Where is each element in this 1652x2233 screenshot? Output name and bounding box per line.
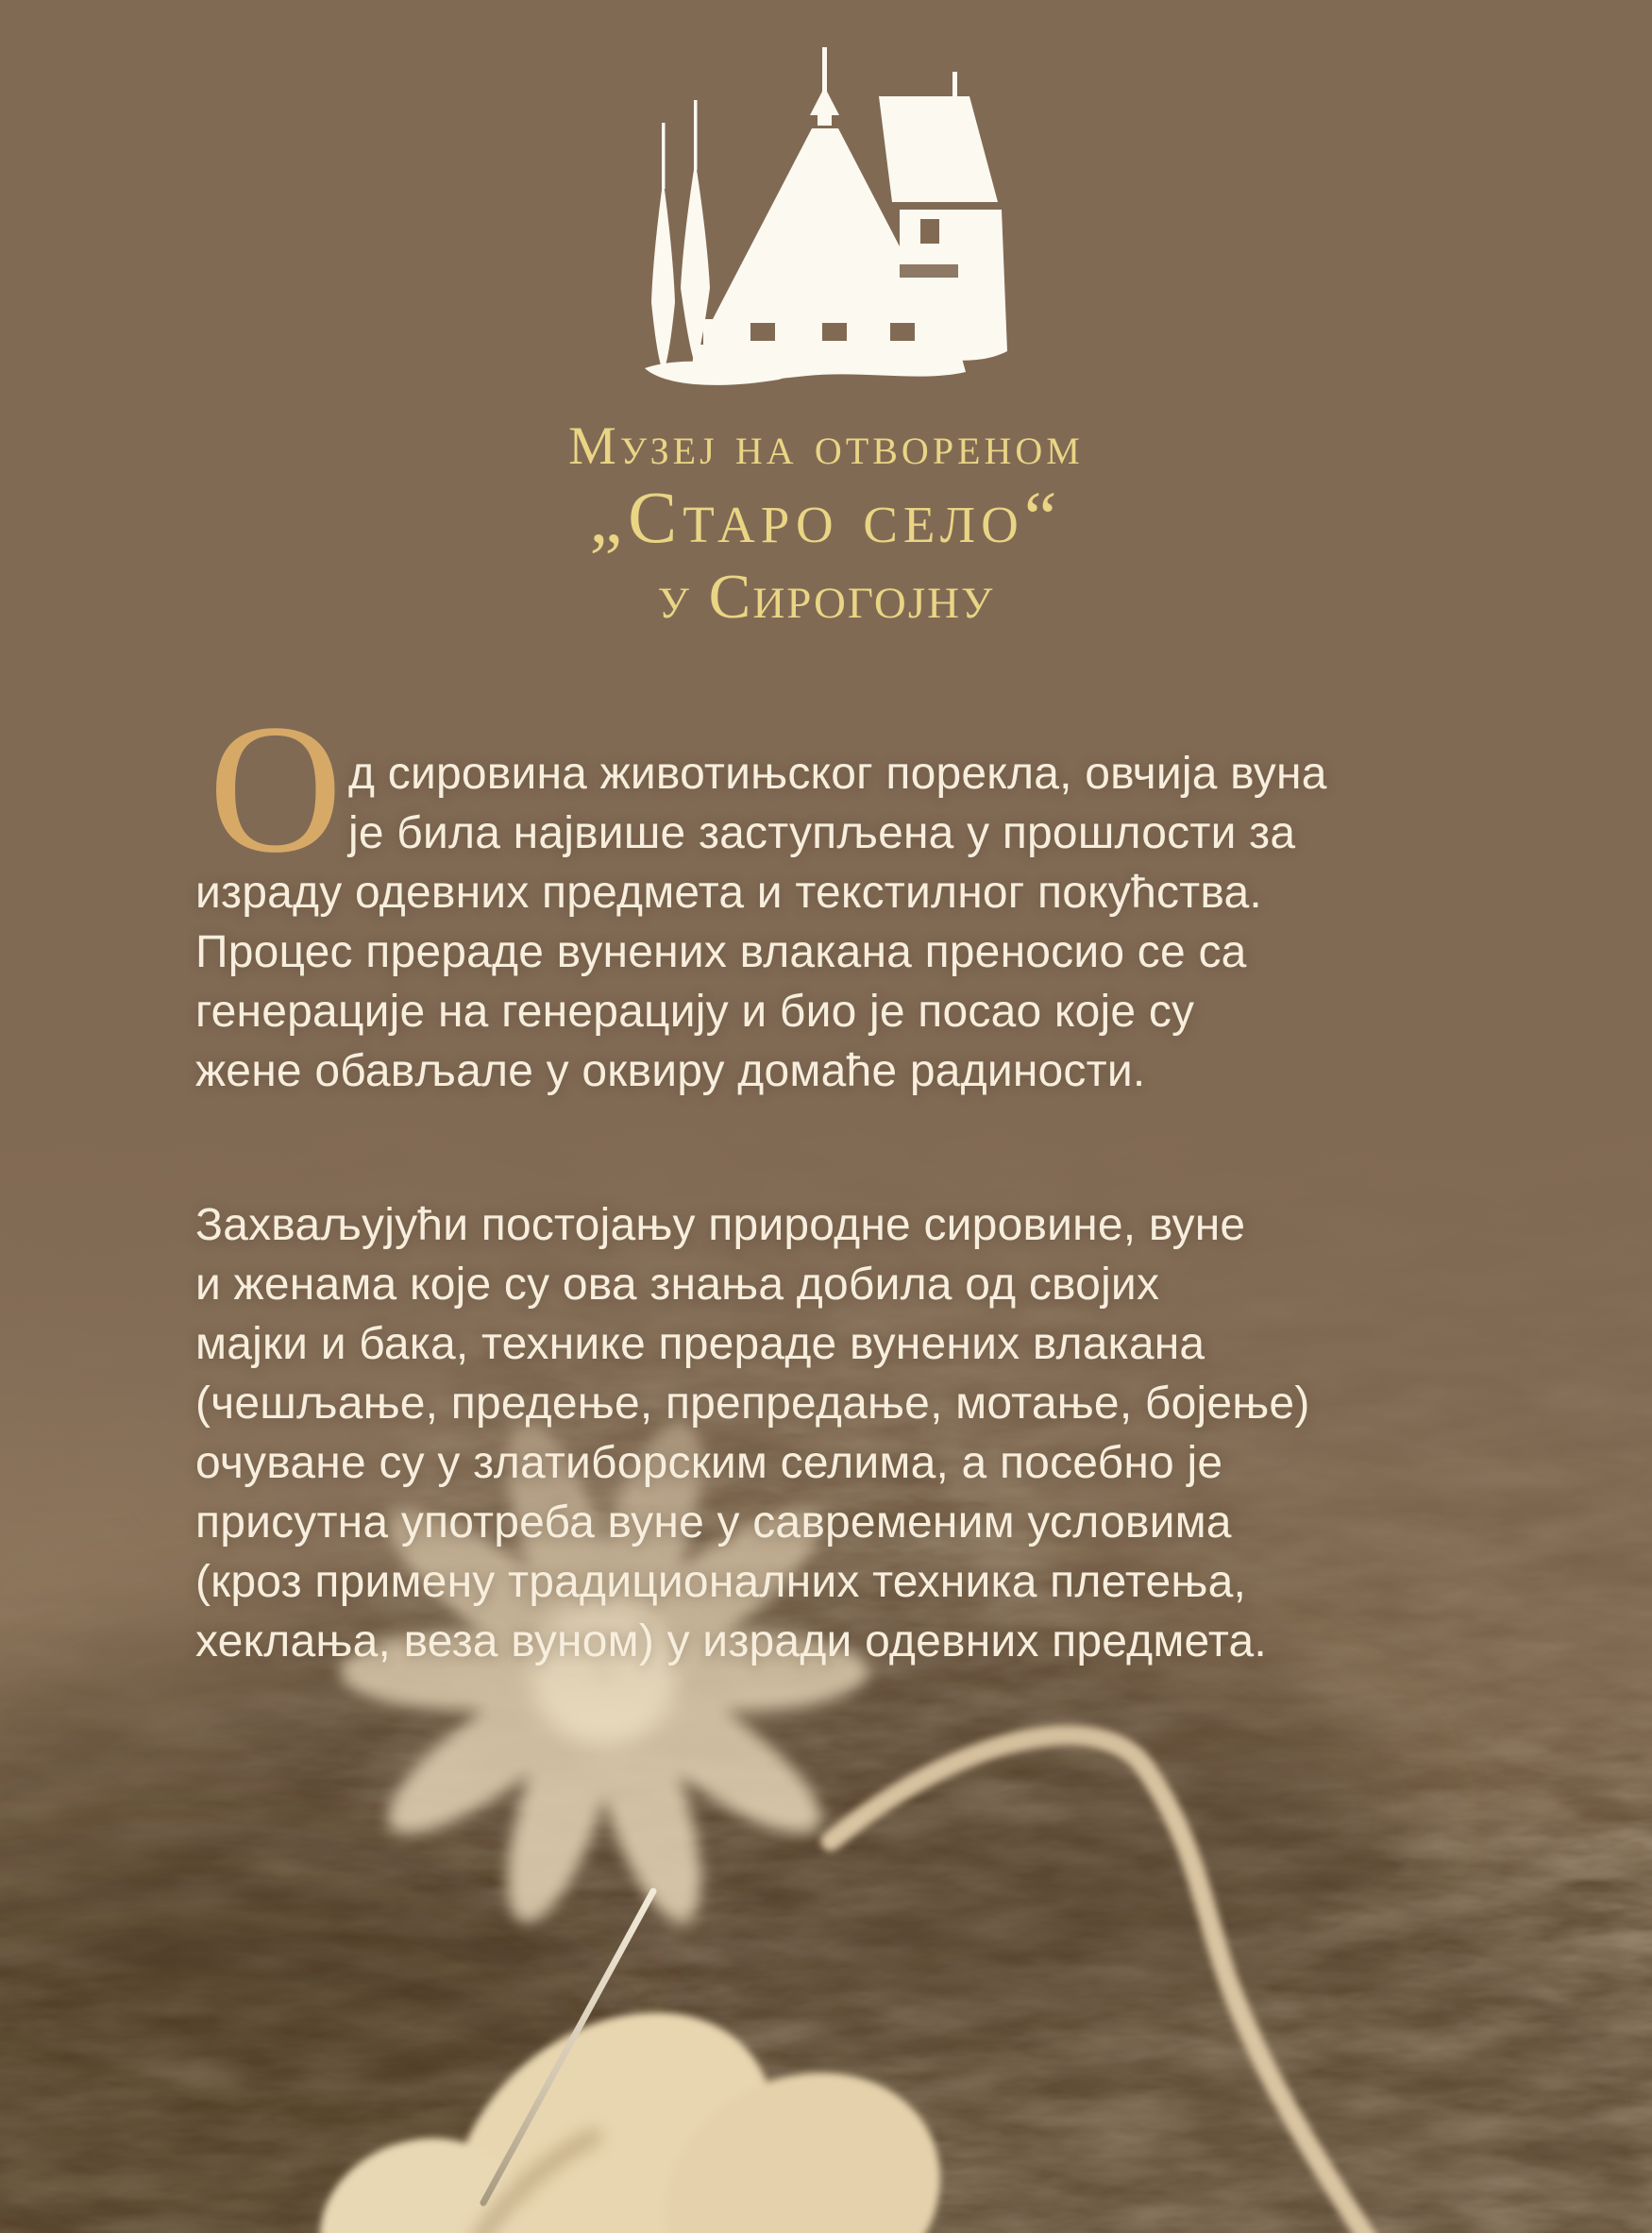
text-line: мајки и бака, технике прераде вунених влакана bbox=[195, 1319, 1205, 1369]
text-line: д сировина животињског порекла, овчија вуна bbox=[348, 749, 1327, 799]
text-line: (кроз примену традиционалних техника плетења, bbox=[195, 1557, 1247, 1607]
paragraph-1 bbox=[195, 686, 1327, 1101]
text-line: израду одевних предмета и текстилног покућства. bbox=[195, 868, 1262, 918]
text-line: (чешљање, предење, препредање, мотање, бојење) bbox=[195, 1379, 1310, 1429]
museum-title: „Старо село“ bbox=[589, 476, 1063, 558]
text-line: жене обављале у оквиру домаће радиности. bbox=[195, 1046, 1146, 1096]
text-line: хеклања, веза вуном) у изради одевних предмета. bbox=[195, 1616, 1267, 1666]
text-line: Процес прераде вунених влакана преносио се са bbox=[195, 927, 1247, 977]
text-line: је била највише заступљена у прошлости за bbox=[348, 808, 1296, 858]
museum-logo-icon bbox=[637, 40, 1015, 397]
text-line: очуване су у златиборским селима, а посебно је bbox=[195, 1438, 1223, 1488]
text-line: присутна употреба вуне у савременим условима bbox=[195, 1497, 1232, 1548]
body-text bbox=[195, 686, 1327, 1671]
museum-header bbox=[0, 0, 1652, 634]
text-line: генерације на генерацију и био је посао које су bbox=[195, 987, 1195, 1037]
text-line: и женама које су ова знања добила од својих bbox=[195, 1260, 1160, 1310]
text-line: Захваљујући постојању природне сировине, вуне bbox=[195, 1200, 1246, 1250]
drop-cap: О bbox=[209, 686, 343, 891]
museum-location: у Сирогојну bbox=[657, 562, 995, 632]
trees-icon bbox=[651, 100, 710, 372]
paragraph-2 bbox=[195, 1195, 1327, 1671]
museum-name: Музеј на отвореном bbox=[568, 416, 1084, 476]
